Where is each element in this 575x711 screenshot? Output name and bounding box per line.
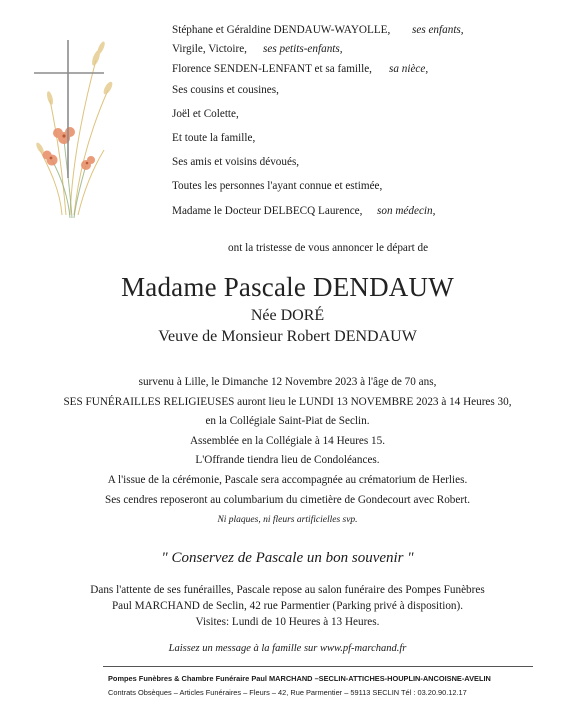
detail-line: Assemblée en la Collégiale à 14 Heures 15. (189, 435, 386, 447)
family-line: Virgile, Victoire, ses petits-enfants, (172, 43, 343, 55)
family-line: Joël et Colette, (172, 108, 239, 120)
online-message: Laissez un message à la famille sur www.pf-marchand.fr (168, 643, 407, 654)
family-line: Florence SENDEN-LENFANT et sa famille, sa nièce, (172, 63, 429, 75)
maiden-name: Née DORÉ (250, 307, 325, 324)
visit-line: Dans l'attente de ses funérailles, Pascale repose au salon funéraire des Pompes Funèbres (90, 584, 485, 596)
family-line: Toutes les personnes l'ayant connue et estimée, (172, 180, 383, 192)
no-flowers-note: Ni plaques, ni fleurs artificielles svp. (217, 515, 358, 525)
footer-contact: Contrats Obsèques – Articles Funéraires – Fleurs – 42, Rue Parmentier – 59113 SECLIN Tél : 03.20.90.12.17 (108, 688, 467, 697)
deceased-name: Madame Pascale DENDAUW (121, 272, 454, 302)
footer-company: Pompes Funèbres & Chambre Funéraire Paul MARCHAND –SECLIN-ATTICHES-HOUPLIN-ANCOISNE-AVELIN (108, 674, 491, 683)
detail-line: A l'issue de la cérémonie, Pascale sera accompagnée au crématorium de Herlies. (107, 474, 468, 486)
widow-of: Veuve de Monsieur Robert DENDAUW (158, 328, 417, 345)
visit-line: Paul MARCHAND de Seclin, 42 rue Parmentier (Parking privé à disposition). (111, 600, 464, 612)
detail-line: en la Collégiale Saint-Piat de Seclin. (205, 415, 370, 427)
announcement: ont la tristesse de vous annoncer le départ de (228, 242, 429, 254)
poppy-wheat-illustration (0, 0, 130, 240)
visit-line: Visites: Lundi de 10 Heures à 13 Heures. (195, 616, 380, 628)
family-line: Et toute la famille, (172, 132, 256, 144)
family-line: Madame le Docteur DELBECQ Laurence, son médecin, (172, 205, 436, 217)
detail-line: SES FUNÉRAILLES RELIGIEUSES auront lieu le LUNDI 13 NOVEMBRE 2023 à 14 Heures 30, (63, 396, 512, 408)
detail-line: L'Offrande tiendra lieu de Condoléances. (195, 454, 380, 466)
footer-divider (103, 666, 533, 667)
detail-line: survenu à Lille, le Dimanche 12 Novembre 2023 à l'âge de 70 ans, (138, 376, 437, 388)
detail-line: Ses cendres reposeront au columbarium du cimetière de Gondecourt avec Robert. (104, 494, 470, 506)
memorial-quote: " Conservez de Pascale un bon souvenir " (161, 550, 414, 566)
family-line: Ses cousins et cousines, (172, 84, 279, 96)
family-line: Ses amis et voisins dévoués, (172, 156, 300, 168)
family-line: Stéphane et Géraldine DENDAUW-WAYOLLE, ses enfants, (172, 24, 464, 36)
